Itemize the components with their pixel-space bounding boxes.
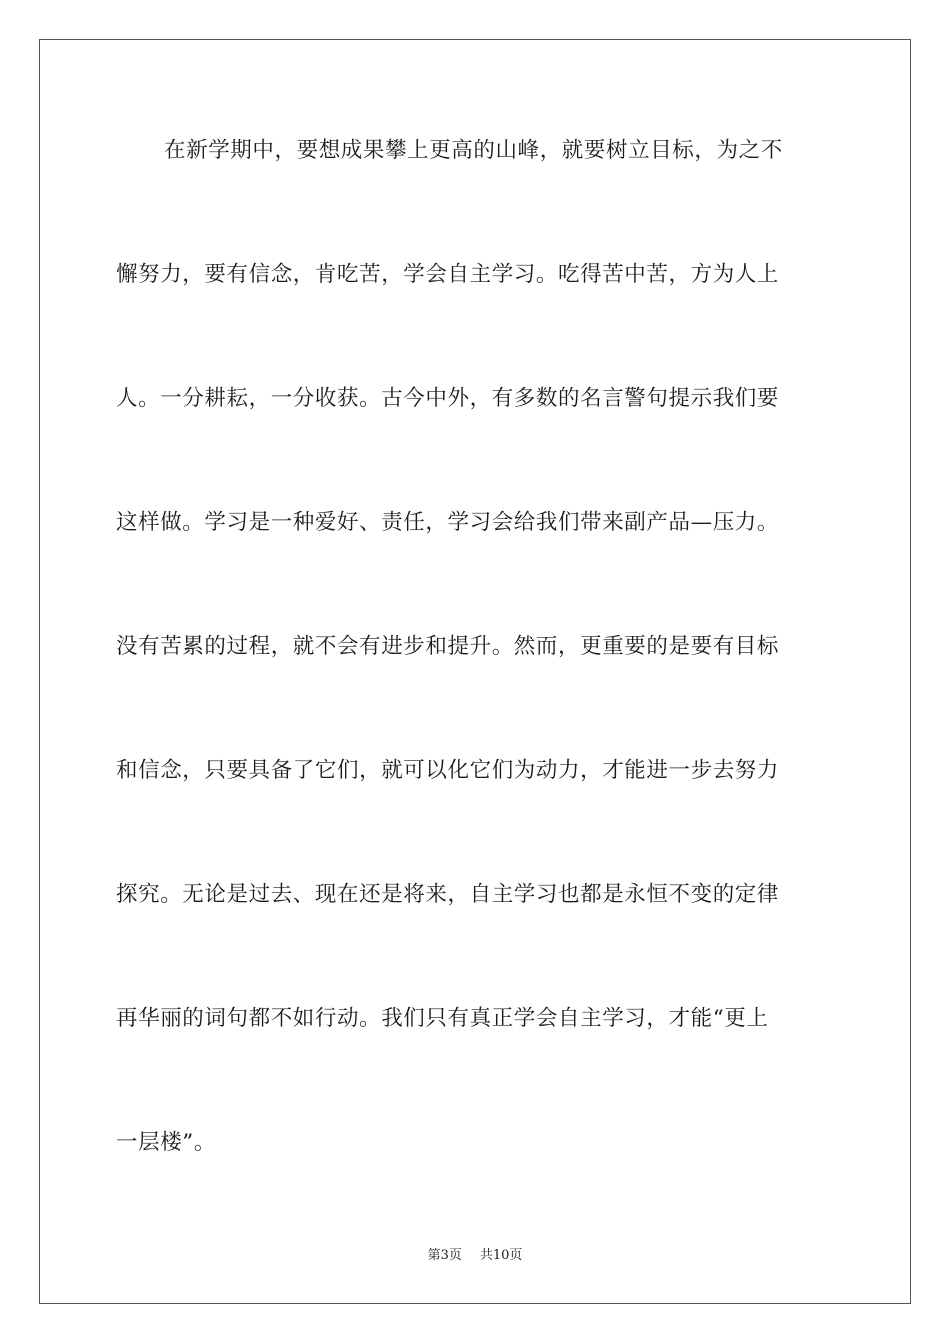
paragraph-line: 再华丽的词句都不如行动。我们只有真正学会自主学习，才能“更上 [116, 1006, 769, 1031]
paragraph-line: 在新学期中，要想成果攀上更高的山峰，就要树立目标，为之不 [164, 138, 783, 163]
paragraph-line: 和信念，只要具备了它们，就可以化它们为动力，才能进一步去努力 [116, 758, 780, 783]
total-pages: 共10页 [479, 1248, 523, 1263]
paragraph-line: 懈努力，要有信念，肯吃苦，学会自主学习。吃得苦中苦，方为人上 [116, 262, 780, 287]
paragraph-line: 人。一分耕耘，一分收获。古今中外，有多数的名言警句提示我们要 [116, 386, 780, 411]
page-footer [0, 1247, 950, 1265]
page-border [39, 39, 911, 1304]
paragraph-line: 这样做。学习是一种爱好、责任，学习会给我们带来副产品—压力。 [116, 510, 780, 535]
paragraph-line: 探究。无论是过去、现在还是将来，自主学习也都是永恒不变的定律 [116, 882, 780, 907]
page-number: 第3页 [427, 1248, 462, 1263]
paragraph-line: 没有苦累的过程，就不会有进步和提升。然而，更重要的是要有目标 [116, 634, 780, 659]
paragraph-line: 一层楼”。 [116, 1130, 216, 1155]
